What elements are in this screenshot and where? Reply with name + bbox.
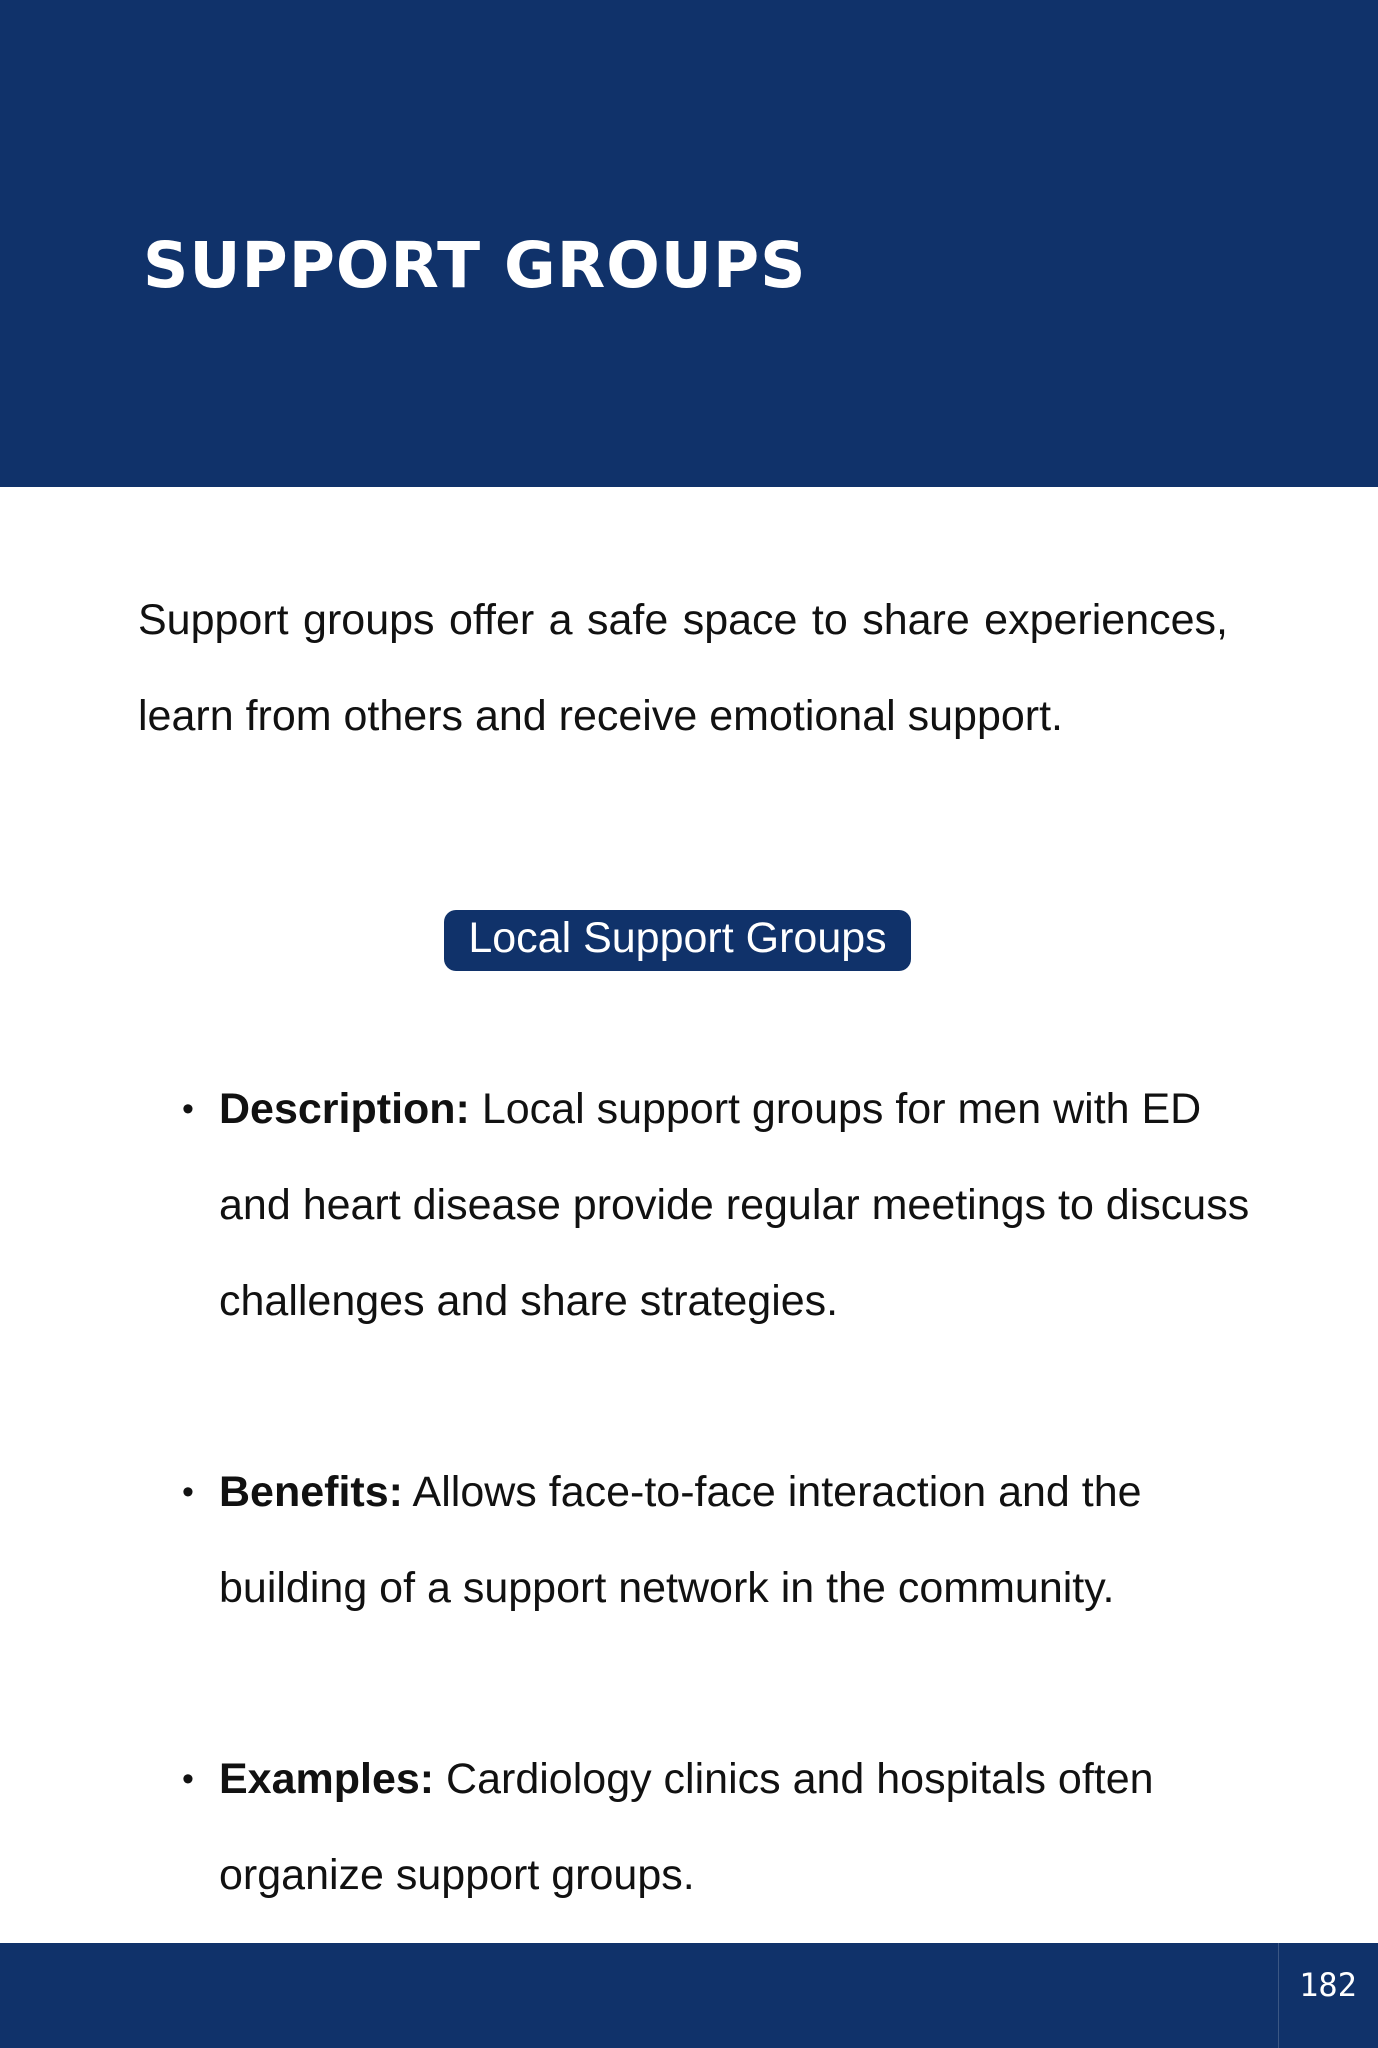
list-item-text: Allows face-to-face interaction and the building of a support network in the community.: [219, 1468, 1142, 1612]
list-item-description: [182, 1061, 1279, 1349]
list-item-term: Description:: [219, 1085, 470, 1133]
header-band: [0, 0, 1378, 487]
page-number: 182: [1299, 1966, 1357, 2004]
list-item-benefits: [182, 1444, 1219, 1636]
list-item-term: Benefits:: [219, 1468, 403, 1516]
list-item-text: Cardiology clinics and hospitals often organize support groups.: [219, 1755, 1154, 1899]
page-title: SUPPORT GROUPS: [143, 229, 807, 302]
bullet-dot-icon: •: [182, 1473, 194, 1511]
bullet-dot-icon: •: [182, 1760, 194, 1798]
bullet-dot-icon: •: [182, 1090, 194, 1128]
list-item-examples: [182, 1731, 1219, 1923]
list-item-text: Local support groups for men with ED and heart disease provide regular meetings to discuss challenges and share strategies.: [219, 1085, 1250, 1325]
footer-band: [0, 1943, 1378, 2048]
section-heading-pill: Local Support Groups: [444, 910, 911, 971]
list-item-term: Examples:: [219, 1755, 435, 1803]
intro-paragraph: Support groups offer a safe space to share experiences, learn from others and receive emotional support.: [138, 596, 1228, 740]
